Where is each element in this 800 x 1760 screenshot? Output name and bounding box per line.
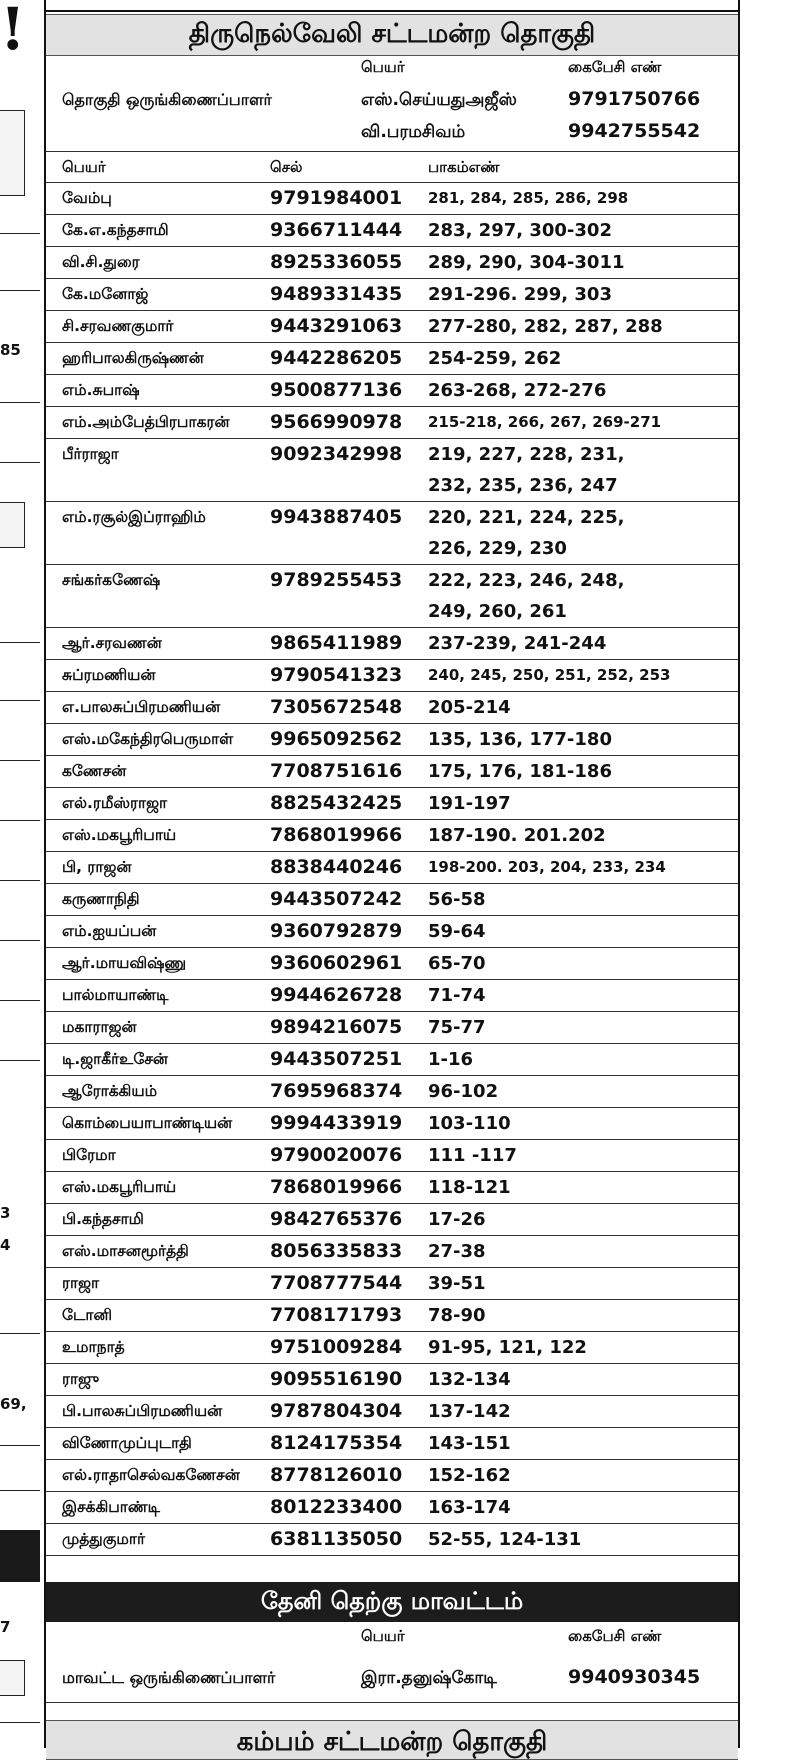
table-body: [46, 183, 738, 1556]
part-numbers-line: 118-121: [428, 1177, 511, 1198]
row-name: எஸ்.மகபூரிபாய்: [46, 1172, 262, 1204]
table-row: [46, 724, 738, 756]
row-name: எம்.அம்பேத்பிரபாகரன்: [46, 407, 262, 439]
row-name: வி.சி.துரை: [46, 247, 262, 279]
row-name: ஆர்.மாயவிஷ்ணு: [46, 948, 262, 980]
row-part-numbers: [420, 1268, 738, 1300]
table-row: [46, 1492, 738, 1524]
row-part-numbers: [420, 660, 738, 692]
row-phone: 8124175354: [262, 1428, 420, 1460]
row-phone: 7708171793: [262, 1300, 420, 1332]
row-phone: 9566990978: [262, 407, 420, 439]
row-phone: 9944626728: [262, 980, 420, 1012]
row-phone: 9095516190: [262, 1364, 420, 1396]
divider: [0, 700, 40, 701]
row-name: சி.சரவணகுமார்: [46, 311, 262, 343]
table-row: [46, 375, 738, 407]
row-phone: 9789255453: [262, 565, 420, 628]
part-numbers-line: 103-110: [428, 1113, 511, 1134]
row-part-numbers: [420, 247, 738, 279]
row-phone: 7708777544: [262, 1268, 420, 1300]
part-numbers-line: 75-77: [428, 1017, 486, 1038]
divider: [0, 1490, 40, 1491]
phone-column-label: கைபேசி எண்: [568, 58, 662, 76]
row-part-numbers: [420, 692, 738, 724]
section-title-tirunelveli: திருநெல்வேலி சட்டமன்ற தொகுதி: [46, 14, 738, 56]
row-name: சங்கர்கணேஷ்: [46, 565, 262, 628]
row-phone: 8925336055: [262, 247, 420, 279]
row-phone: 9787804304: [262, 1396, 420, 1428]
row-name: டோனி: [46, 1300, 262, 1332]
part-numbers-line: 220, 221, 224, 225,: [428, 507, 625, 528]
row-name: ஆர்.சரவணன்: [46, 628, 262, 660]
coordinator-role-label: தொகுதி ஒருங்கிணைப்பாளர்: [62, 90, 272, 109]
row-part-numbers: [420, 788, 738, 820]
part-numbers-line: 56-58: [428, 889, 486, 910]
table-row: [46, 884, 738, 916]
row-part-numbers: [420, 1012, 738, 1044]
part-numbers-line: 198-200. 203, 204, 233, 234: [428, 858, 666, 876]
part-numbers-line: 281, 284, 285, 286, 298: [428, 189, 629, 207]
row-phone: 9791984001: [262, 183, 420, 215]
part-numbers-line: 163-174: [428, 1497, 511, 1518]
row-part-numbers: [420, 407, 738, 439]
row-part-numbers: [420, 215, 738, 247]
part-numbers-line: 132-134: [428, 1369, 511, 1390]
row-phone: 8838440246: [262, 852, 420, 884]
divider: [0, 1060, 40, 1061]
row-phone: 7708751616: [262, 756, 420, 788]
row-name: உமாநாத்: [46, 1332, 262, 1364]
table-row: [46, 1108, 738, 1140]
table-row: [46, 1204, 738, 1236]
part-numbers-line: 135, 136, 177-180: [428, 729, 612, 750]
table-row: [46, 183, 738, 215]
row-part-numbers: [420, 980, 738, 1012]
table-row: [46, 565, 738, 628]
row-name: மகாராஜன்: [46, 1012, 262, 1044]
district-coordinator-block: [46, 1622, 738, 1703]
header-name: பெயர்: [46, 152, 262, 183]
adjacent-box: [0, 502, 25, 548]
row-phone: 9500877136: [262, 375, 420, 407]
divider: [0, 1445, 40, 1446]
coordinator-phone: 9940930345: [568, 1666, 701, 1688]
row-phone: 8056335833: [262, 1236, 420, 1268]
row-phone: 9489331435: [262, 279, 420, 311]
adjacent-column-strip: [0, 0, 44, 1748]
part-numbers-line: 59-64: [428, 921, 486, 942]
part-numbers-line: 205-214: [428, 697, 511, 718]
divider: [0, 880, 40, 881]
row-name: ஹரிபாலகிருஷ்ணன்: [46, 343, 262, 375]
row-phone: 9360602961: [262, 948, 420, 980]
part-numbers-line: 1-16: [428, 1049, 474, 1070]
row-name: பி.கந்தசாமி: [46, 1204, 262, 1236]
table-row: [46, 692, 738, 724]
part-numbers-line: 240, 245, 250, 251, 252, 253: [428, 666, 671, 684]
divider: [0, 1722, 40, 1723]
table-row: [46, 948, 738, 980]
row-phone: 7695968374: [262, 1076, 420, 1108]
row-name: எஸ்.மாசனமூர்த்தி: [46, 1236, 262, 1268]
table-row: [46, 916, 738, 948]
table-row: [46, 628, 738, 660]
row-name: இசக்கிபாண்டி: [46, 1492, 262, 1524]
adjacent-fragment: 7: [0, 1618, 11, 1636]
part-numbers-line: 249, 260, 261: [428, 601, 567, 622]
table-row: [46, 1236, 738, 1268]
divider: [0, 1000, 40, 1001]
adjacent-fragment: 4: [0, 1236, 11, 1254]
table-row: [46, 1012, 738, 1044]
row-phone: 9443291063: [262, 311, 420, 343]
section-title-cumbum: கம்பம் சட்டமன்ற தொகுதி: [46, 1720, 738, 1760]
header-part-number: பாகம்எண்: [420, 152, 738, 183]
divider: [0, 760, 40, 761]
row-part-numbers: [420, 916, 738, 948]
main-column: [44, 0, 740, 1757]
row-phone: 9442286205: [262, 343, 420, 375]
divider: [0, 642, 40, 643]
part-numbers-line: 91-95, 121, 122: [428, 1337, 587, 1358]
row-phone: 9865411989: [262, 628, 420, 660]
part-numbers-line: 215-218, 266, 267, 269-271: [428, 413, 662, 431]
row-name: ராஜா: [46, 1268, 262, 1300]
header-cell: செல்: [262, 152, 420, 183]
row-part-numbers: [420, 756, 738, 788]
part-numbers-line: 289, 290, 304-3011: [428, 252, 625, 273]
row-name: கே.மனோஜ்: [46, 279, 262, 311]
row-phone: 8778126010: [262, 1460, 420, 1492]
table-row: [46, 343, 738, 375]
row-phone: 7868019966: [262, 820, 420, 852]
row-phone: 9965092562: [262, 724, 420, 756]
row-phone: 8012233400: [262, 1492, 420, 1524]
row-part-numbers: [420, 1204, 738, 1236]
row-phone: 7305672548: [262, 692, 420, 724]
row-part-numbers: [420, 1172, 738, 1204]
part-numbers-line: 277-280, 282, 287, 288: [428, 316, 663, 337]
coordinator-name: எஸ்.செய்யதுஅஜீஸ்: [361, 90, 517, 110]
table-row: [46, 756, 738, 788]
table-row: [46, 1332, 738, 1364]
table-row: [46, 439, 738, 502]
row-part-numbers: [420, 375, 738, 407]
row-name: முத்துகுமார்: [46, 1524, 262, 1556]
part-numbers-line: 175, 176, 181-186: [428, 761, 612, 782]
row-part-numbers: [420, 724, 738, 756]
part-numbers-line: 17-26: [428, 1209, 486, 1230]
adjacent-box: [0, 1660, 25, 1696]
row-phone: 9994433919: [262, 1108, 420, 1140]
divider: [0, 290, 40, 291]
row-part-numbers: [420, 1364, 738, 1396]
row-phone: 9894216075: [262, 1012, 420, 1044]
part-numbers-line: 39-51: [428, 1273, 486, 1294]
part-numbers-line: 232, 235, 236, 247: [428, 475, 618, 496]
part-numbers-line: 291-296. 299, 303: [428, 284, 612, 305]
row-phone: 9443507242: [262, 884, 420, 916]
part-numbers-line: 111 -117: [428, 1145, 517, 1166]
adjacent-fragment: 3: [0, 1204, 11, 1222]
row-phone: 9751009284: [262, 1332, 420, 1364]
row-phone: 9842765376: [262, 1204, 420, 1236]
part-numbers-line: 263-268, 272-276: [428, 380, 607, 401]
table-row: [46, 1268, 738, 1300]
row-name: எ.பாலசுப்பிரமணியன்: [46, 692, 262, 724]
row-name: கொம்பையாபாண்டியன்: [46, 1108, 262, 1140]
row-part-numbers: [420, 183, 738, 215]
table-row: [46, 1524, 738, 1556]
coordinator-name: இரா.தனுஷ்கோடி: [361, 1668, 497, 1688]
name-column-label: பெயர்: [361, 58, 405, 76]
row-name: சுப்ரமணியன்: [46, 660, 262, 692]
row-name: டி.ஜாகீர்உசேன்: [46, 1044, 262, 1076]
row-phone: 9790541323: [262, 660, 420, 692]
row-part-numbers: [420, 1108, 738, 1140]
coordinator-name: வி.பரமசிவம்: [361, 122, 466, 142]
row-name: கே.எ.கந்தசாமி: [46, 215, 262, 247]
adjacent-fragment: 85: [0, 341, 21, 359]
row-name: பி, ராஜன்: [46, 852, 262, 884]
table-row: [46, 502, 738, 565]
table-row: [46, 311, 738, 343]
row-part-numbers: [420, 1524, 738, 1556]
part-numbers-line: 219, 227, 228, 231,: [428, 444, 625, 465]
table-row: [46, 1044, 738, 1076]
row-part-numbers: [420, 1332, 738, 1364]
row-part-numbers: [420, 565, 738, 628]
row-part-numbers: [420, 311, 738, 343]
table-row: [46, 247, 738, 279]
part-numbers-line: 65-70: [428, 953, 486, 974]
row-phone: 9943887405: [262, 502, 420, 565]
table-row: [46, 279, 738, 311]
adjacent-fragment: 69,: [0, 1395, 27, 1413]
row-part-numbers: [420, 1140, 738, 1172]
part-numbers-line: 78-90: [428, 1305, 486, 1326]
constituency-coordinator-block: [46, 54, 738, 152]
table-row: [46, 1396, 738, 1428]
row-part-numbers: [420, 1236, 738, 1268]
row-name: கணேசன்: [46, 756, 262, 788]
row-part-numbers: [420, 628, 738, 660]
row-name: ராஜு: [46, 1364, 262, 1396]
section-title-theni: தேனி தெற்கு மாவட்டம்: [46, 1582, 738, 1622]
adjacent-black-bar: [0, 1530, 40, 1582]
row-part-numbers: [420, 948, 738, 980]
row-part-numbers: [420, 1300, 738, 1332]
divider: [0, 1333, 40, 1334]
row-phone: 6381135050: [262, 1524, 420, 1556]
row-part-numbers: [420, 852, 738, 884]
table-row: [46, 1076, 738, 1108]
row-part-numbers: [420, 502, 738, 565]
divider: [0, 940, 40, 941]
exclamation-mark: !: [0, 0, 26, 63]
table-row: [46, 852, 738, 884]
row-name: எம்.ஐயப்பன்: [46, 916, 262, 948]
table-row: [46, 1460, 738, 1492]
row-name: எஸ்.மகேந்திரபெருமாள்: [46, 724, 262, 756]
table-row: [46, 1300, 738, 1332]
row-name: கருணாநிதி: [46, 884, 262, 916]
row-name: எம்.சுபாஷ்: [46, 375, 262, 407]
phone-column-label: கைபேசி எண்: [568, 1627, 662, 1645]
row-part-numbers: [420, 1396, 738, 1428]
row-name: வேம்பு: [46, 183, 262, 215]
row-part-numbers: [420, 1428, 738, 1460]
table-row: [46, 1172, 738, 1204]
divider: [0, 462, 40, 463]
part-numbers-line: 137-142: [428, 1401, 511, 1422]
row-phone: 9366711444: [262, 215, 420, 247]
row-part-numbers: [420, 1044, 738, 1076]
divider: [0, 820, 40, 821]
row-name: பீர்ராஜா: [46, 439, 262, 502]
table-row: [46, 788, 738, 820]
part-numbers-line: 143-151: [428, 1433, 511, 1454]
row-name: விணோமுப்புடாதி: [46, 1428, 262, 1460]
top-rule: [46, 10, 738, 12]
part-numbers-line: 152-162: [428, 1465, 511, 1486]
part-numbers-line: 222, 223, 246, 248,: [428, 570, 625, 591]
part-numbers-line: 254-259, 262: [428, 348, 562, 369]
row-name: பால்மாயாண்டி: [46, 980, 262, 1012]
divider: [0, 402, 40, 403]
table-row: [46, 215, 738, 247]
row-phone: 9092342998: [262, 439, 420, 502]
row-phone: 7868019966: [262, 1172, 420, 1204]
part-numbers-line: 237-239, 241-244: [428, 633, 607, 654]
table-row: [46, 820, 738, 852]
part-numbers-line: 191-197: [428, 793, 511, 814]
row-phone: 9360792879: [262, 916, 420, 948]
row-name: எஸ்.மகபூரிபாய்: [46, 820, 262, 852]
row-name: ஆரோக்கியம்: [46, 1076, 262, 1108]
row-part-numbers: [420, 439, 738, 502]
table-header-row: [46, 152, 738, 183]
part-numbers-line: 27-38: [428, 1241, 486, 1262]
part-numbers-line: 96-102: [428, 1081, 499, 1102]
table-row: [46, 660, 738, 692]
row-name: பிரேமா: [46, 1140, 262, 1172]
part-numbers-line: 71-74: [428, 985, 486, 1006]
row-name: எல்.ராதாசெல்வகணேசன்: [46, 1460, 262, 1492]
name-column-label: பெயர்: [361, 1627, 405, 1645]
table-row: [46, 1364, 738, 1396]
adjacent-box: [0, 110, 25, 196]
table-row: [46, 407, 738, 439]
row-name: எம்.ரசூல்இப்ராஹிம்: [46, 502, 262, 565]
row-part-numbers: [420, 1460, 738, 1492]
row-part-numbers: [420, 279, 738, 311]
row-name: எல்.ரமீஸ்ராஜா: [46, 788, 262, 820]
row-phone: 8825432425: [262, 788, 420, 820]
part-numbers-line: 187-190. 201.202: [428, 825, 606, 846]
table-row: [46, 1140, 738, 1172]
table-row: [46, 980, 738, 1012]
row-name: பி.பாலசுப்பிரமணியன்: [46, 1396, 262, 1428]
coordinator-phone: 9942755542: [568, 120, 701, 142]
part-numbers-line: 226, 229, 230: [428, 538, 567, 559]
booth-incharge-table: [46, 152, 738, 1556]
row-part-numbers: [420, 820, 738, 852]
row-phone: 9790020076: [262, 1140, 420, 1172]
part-numbers-line: 283, 297, 300-302: [428, 220, 612, 241]
coordinator-phone: 9791750766: [568, 88, 701, 110]
part-numbers-line: 52-55, 124-131: [428, 1529, 582, 1550]
row-part-numbers: [420, 1076, 738, 1108]
row-part-numbers: [420, 343, 738, 375]
coordinator-role-label: மாவட்ட ஒருங்கிணைப்பாளர்: [62, 1668, 276, 1687]
row-part-numbers: [420, 884, 738, 916]
row-phone: 9443507251: [262, 1044, 420, 1076]
table-row: [46, 1428, 738, 1460]
divider: [0, 233, 40, 234]
row-part-numbers: [420, 1492, 738, 1524]
